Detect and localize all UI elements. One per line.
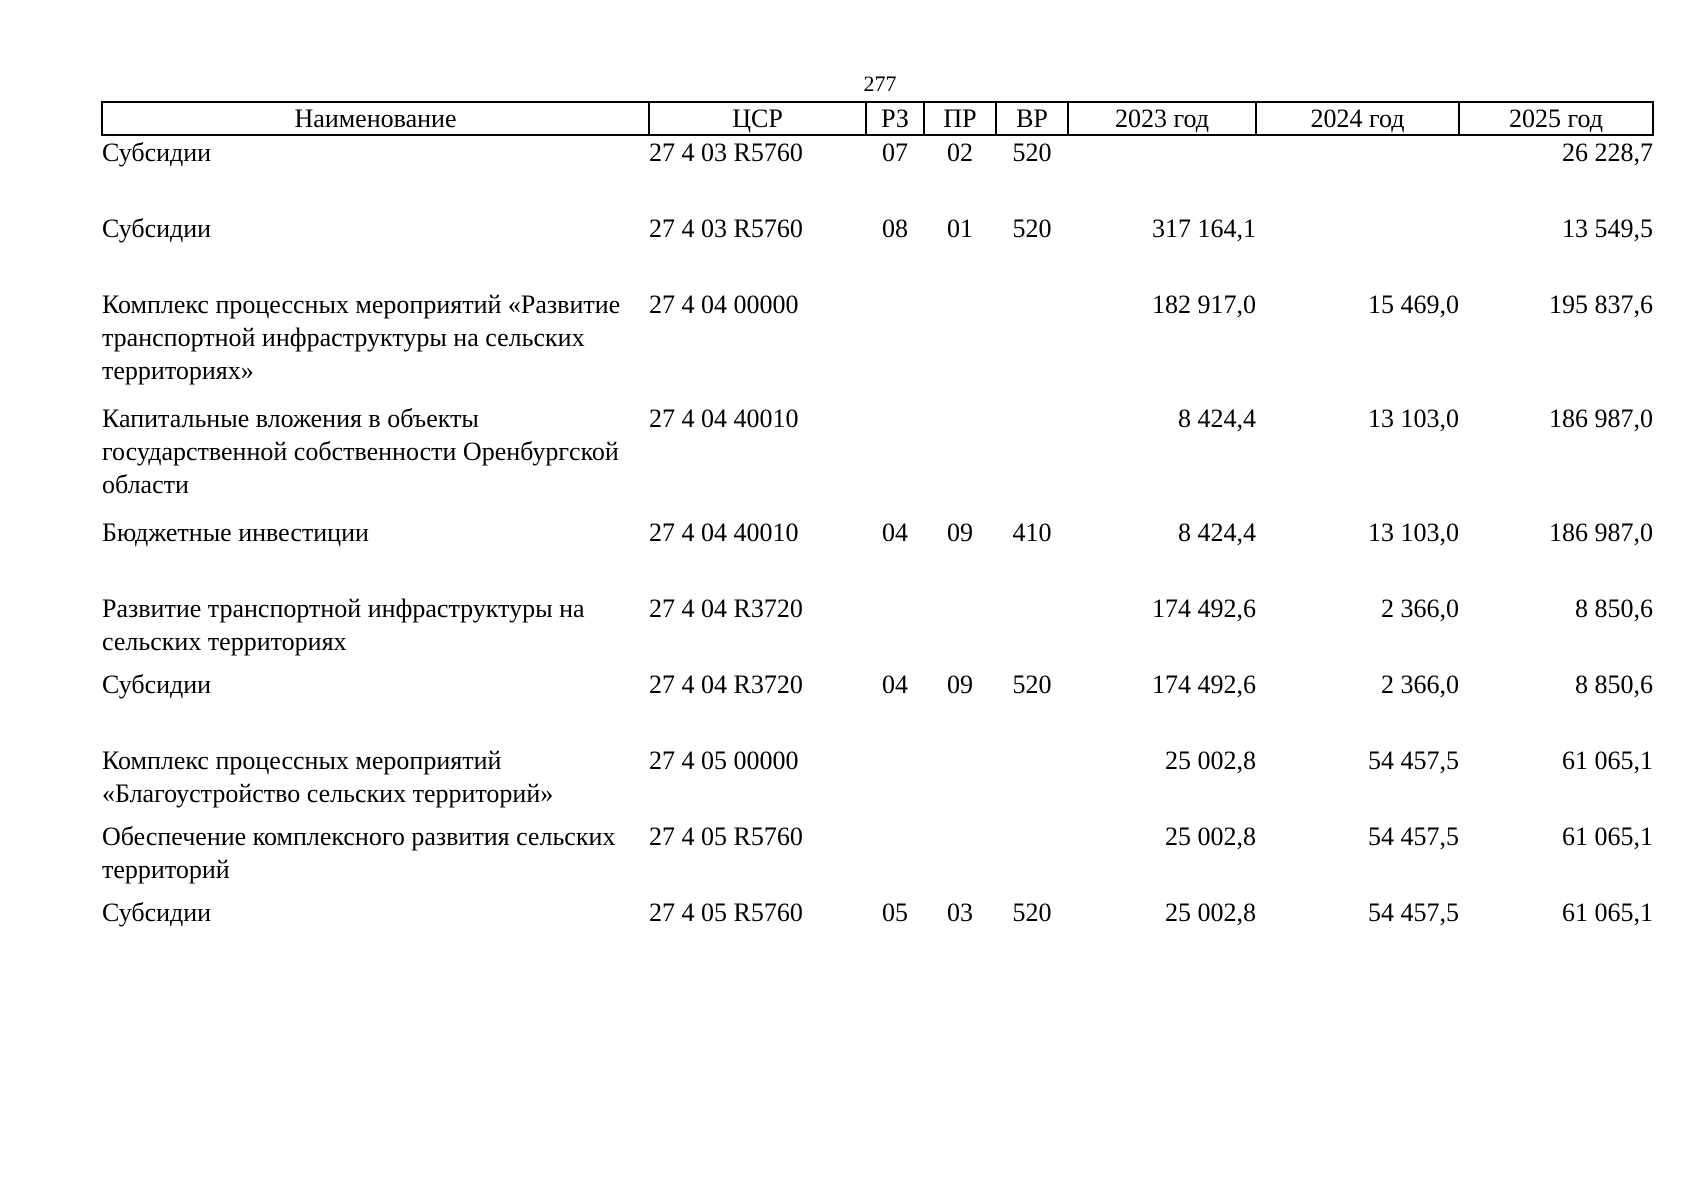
cell-2023: 8 424,4: [1178, 404, 1256, 433]
cell-2023: 182 917,0: [1152, 290, 1256, 319]
cell-name: Комплекс процессных мероприятий «Благоустройство сельских территорий»: [102, 746, 554, 808]
cell-name: Капитальные вложения в объекты государственной собственности Оренбургской области: [102, 404, 619, 499]
table-row: [102, 288, 1653, 402]
table-header: [102, 102, 1653, 135]
table-row: [102, 402, 1653, 516]
cell-2023: 25 002,8: [1165, 898, 1256, 927]
cell-2025: 186 987,0: [1549, 518, 1653, 547]
cell-pr: 09: [947, 670, 973, 699]
cell-rz: 04: [882, 518, 908, 547]
cell-2025: 195 837,6: [1549, 290, 1653, 319]
cell-name: Субсидии: [102, 670, 212, 699]
header-2023: 2023 год: [1068, 102, 1256, 135]
cell-pr: 02: [947, 138, 973, 167]
cell-rz: [866, 288, 924, 402]
cell-name: Комплекс процессных мероприятий «Развитие транспортной инфраструктуры на сельских территориях»: [102, 290, 621, 385]
table-row: [102, 820, 1653, 896]
cell-name: Обеспечение комплексного развития сельских территорий: [102, 822, 616, 884]
cell-rz: 08: [882, 214, 908, 243]
cell-vr: [996, 288, 1068, 402]
cell-rz: 07: [882, 138, 908, 167]
table-row: [102, 896, 1653, 972]
cell-pr: [924, 820, 996, 896]
cell-pr: 03: [947, 898, 973, 927]
cell-2025: 61 065,1: [1562, 746, 1653, 775]
cell-2025: 26 228,7: [1562, 138, 1653, 167]
table-row: [102, 516, 1653, 592]
cell-csr: 27 4 04 R3720: [649, 670, 803, 699]
cell-vr: 520: [1012, 670, 1052, 699]
cell-2023: [1068, 135, 1256, 212]
cell-vr: [996, 402, 1068, 516]
cell-2023: 25 002,8: [1165, 822, 1256, 851]
cell-2024: 13 103,0: [1368, 518, 1459, 547]
cell-csr: 27 4 05 00000: [649, 746, 799, 775]
cell-csr: 27 4 04 00000: [649, 290, 799, 319]
cell-vr: [996, 744, 1068, 820]
cell-2025: 8 850,6: [1575, 594, 1653, 623]
budget-table: [101, 101, 1654, 972]
cell-pr: [924, 402, 996, 516]
table-row: [102, 592, 1653, 668]
cell-2024: 54 457,5: [1368, 746, 1459, 775]
cell-2025: 61 065,1: [1562, 822, 1653, 851]
cell-csr: 27 4 04 40010: [649, 404, 799, 433]
cell-vr: 520: [1012, 898, 1052, 927]
cell-2023: 174 492,6: [1152, 670, 1256, 699]
cell-2024: 13 103,0: [1368, 404, 1459, 433]
cell-2025: 8 850,6: [1575, 670, 1653, 699]
cell-rz: 05: [882, 898, 908, 927]
table-row: [102, 744, 1653, 820]
cell-2024: 54 457,5: [1368, 898, 1459, 927]
table-row: [102, 212, 1653, 288]
cell-vr: 520: [1012, 138, 1052, 167]
table-row: [102, 135, 1653, 212]
header-name: Наименование: [102, 102, 649, 135]
cell-2024: [1256, 135, 1459, 212]
cell-2023: 25 002,8: [1165, 746, 1256, 775]
header-pr: ПР: [924, 102, 996, 135]
cell-name: Субсидии: [102, 898, 212, 927]
header-rz: РЗ: [866, 102, 924, 135]
cell-name: Развитие транспортной инфраструктуры на сельских территориях: [102, 594, 585, 656]
cell-name: Бюджетные инвестиции: [102, 518, 369, 547]
cell-pr: [924, 744, 996, 820]
cell-2023: 317 164,1: [1152, 214, 1256, 243]
cell-csr: 27 4 04 R3720: [649, 594, 803, 623]
header-csr: ЦСР: [649, 102, 866, 135]
cell-vr: [996, 592, 1068, 668]
cell-csr: 27 4 05 R5760: [649, 822, 803, 851]
cell-2025: 13 549,5: [1562, 214, 1653, 243]
cell-2024: 54 457,5: [1368, 822, 1459, 851]
header-row: [102, 102, 1653, 135]
header-2024: 2024 год: [1256, 102, 1459, 135]
cell-pr: [924, 288, 996, 402]
cell-csr: 27 4 05 R5760: [649, 898, 803, 927]
cell-rz: [866, 820, 924, 896]
table-row: [102, 668, 1653, 744]
cell-vr: 520: [1012, 214, 1052, 243]
header-vr: ВР: [996, 102, 1068, 135]
cell-csr: 27 4 03 R5760: [649, 214, 803, 243]
cell-rz: [866, 402, 924, 516]
cell-2025: 186 987,0: [1549, 404, 1653, 433]
cell-2024: 2 366,0: [1381, 670, 1459, 699]
table-body: [102, 135, 1653, 972]
cell-2023: 174 492,6: [1152, 594, 1256, 623]
cell-name: Субсидии: [102, 214, 212, 243]
cell-pr: 01: [947, 214, 973, 243]
cell-2024: [1256, 212, 1459, 288]
cell-2024: 2 366,0: [1381, 594, 1459, 623]
cell-pr: 09: [947, 518, 973, 547]
cell-csr: 27 4 04 40010: [649, 518, 799, 547]
cell-2025: 61 065,1: [1562, 898, 1653, 927]
cell-2023: 8 424,4: [1178, 518, 1256, 547]
cell-2024: 15 469,0: [1368, 290, 1459, 319]
cell-rz: [866, 744, 924, 820]
cell-csr: 27 4 03 R5760: [649, 138, 803, 167]
cell-pr: [924, 592, 996, 668]
cell-rz: 04: [882, 670, 908, 699]
header-2025: 2025 год: [1459, 102, 1653, 135]
cell-name: Субсидии: [102, 138, 212, 167]
cell-vr: [996, 820, 1068, 896]
cell-vr: 410: [1012, 518, 1052, 547]
cell-rz: [866, 592, 924, 668]
page-number: 277: [863, 71, 897, 96]
